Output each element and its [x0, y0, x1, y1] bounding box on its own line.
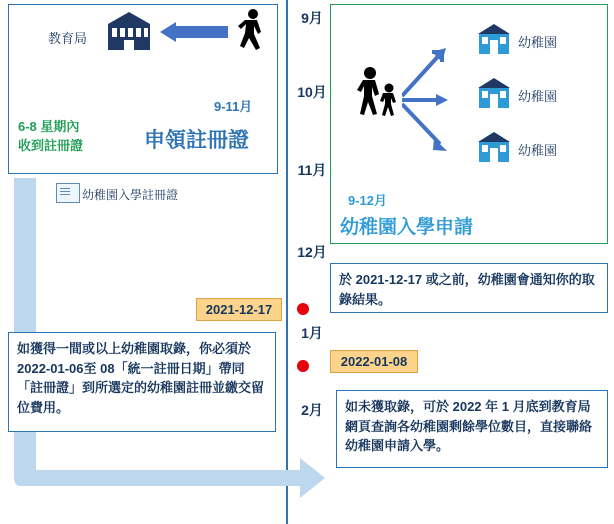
application-title: 幼稚園入學申請 [340, 217, 474, 238]
process-flow-arrow-head [0, 430, 330, 520]
timeline-dot-2021-12-17 [297, 303, 309, 315]
receipt-note-line2: 收到註冊證 [18, 138, 84, 153]
apply-arrow-icon [158, 22, 228, 42]
notification-callout: 於 2021-12-17 或之前，幼稚園會通知你的取錄結果。 [330, 263, 608, 313]
process-flow-arrow-shaft [14, 178, 36, 338]
timeline-month-sep: 9月 [301, 10, 323, 26]
registration-title: 申領註冊證 [144, 129, 249, 152]
parent-child-icon [356, 66, 402, 118]
timeline-month-oct: 10月 [297, 84, 327, 100]
registration-certificate-label: 幼稚園入學註冊證 [82, 188, 179, 202]
timeline-month-jan: 1月 [301, 325, 323, 341]
application-arrows-icon [402, 30, 458, 160]
kindergarten-icon-3 [476, 130, 512, 164]
kindergarten-icon-1 [476, 22, 512, 56]
kindergarten-icon-2 [476, 76, 512, 110]
date-chip-2022-01-08: 2022-01-08 [330, 350, 418, 373]
person-walking-icon [236, 8, 266, 56]
kindergarten-label-1: 幼稚園 [518, 35, 558, 50]
timeline-month-feb: 2月 [301, 402, 323, 418]
timeline-month-dec: 12月 [297, 244, 327, 260]
timeline-month-nov: 11月 [297, 162, 327, 178]
enrolment-callout: 如獲得一間或以上幼稚園取錄，你必須於 2022-01-06至 08「統一註冊日期」帶同「註冊證」到所選定的幼稚園註冊並繳交留位費用。 [8, 332, 276, 432]
kindergarten-label-3: 幼稚園 [518, 143, 558, 158]
timeline-dot-2022-01-08 [297, 360, 309, 372]
kindergarten-label-2: 幼稚園 [518, 89, 558, 104]
receipt-note-line1: 6-8 星期內 [18, 119, 80, 134]
application-period: 9-12月 [348, 193, 388, 208]
date-chip-2021-12-17: 2021-12-17 [196, 298, 282, 321]
registration-period: 9-11月 [214, 99, 253, 114]
registration-certificate-icon [56, 183, 80, 203]
edb-building-icon [106, 10, 152, 52]
edb-label: 教育局 [48, 31, 88, 46]
unsuccessful-callout: 如未獲取錄，可於 2022 年 1 月底到教育局網頁查詢各幼稚園剩餘學位數目，直接聯絡幼稚園申請入學。 [336, 390, 608, 468]
